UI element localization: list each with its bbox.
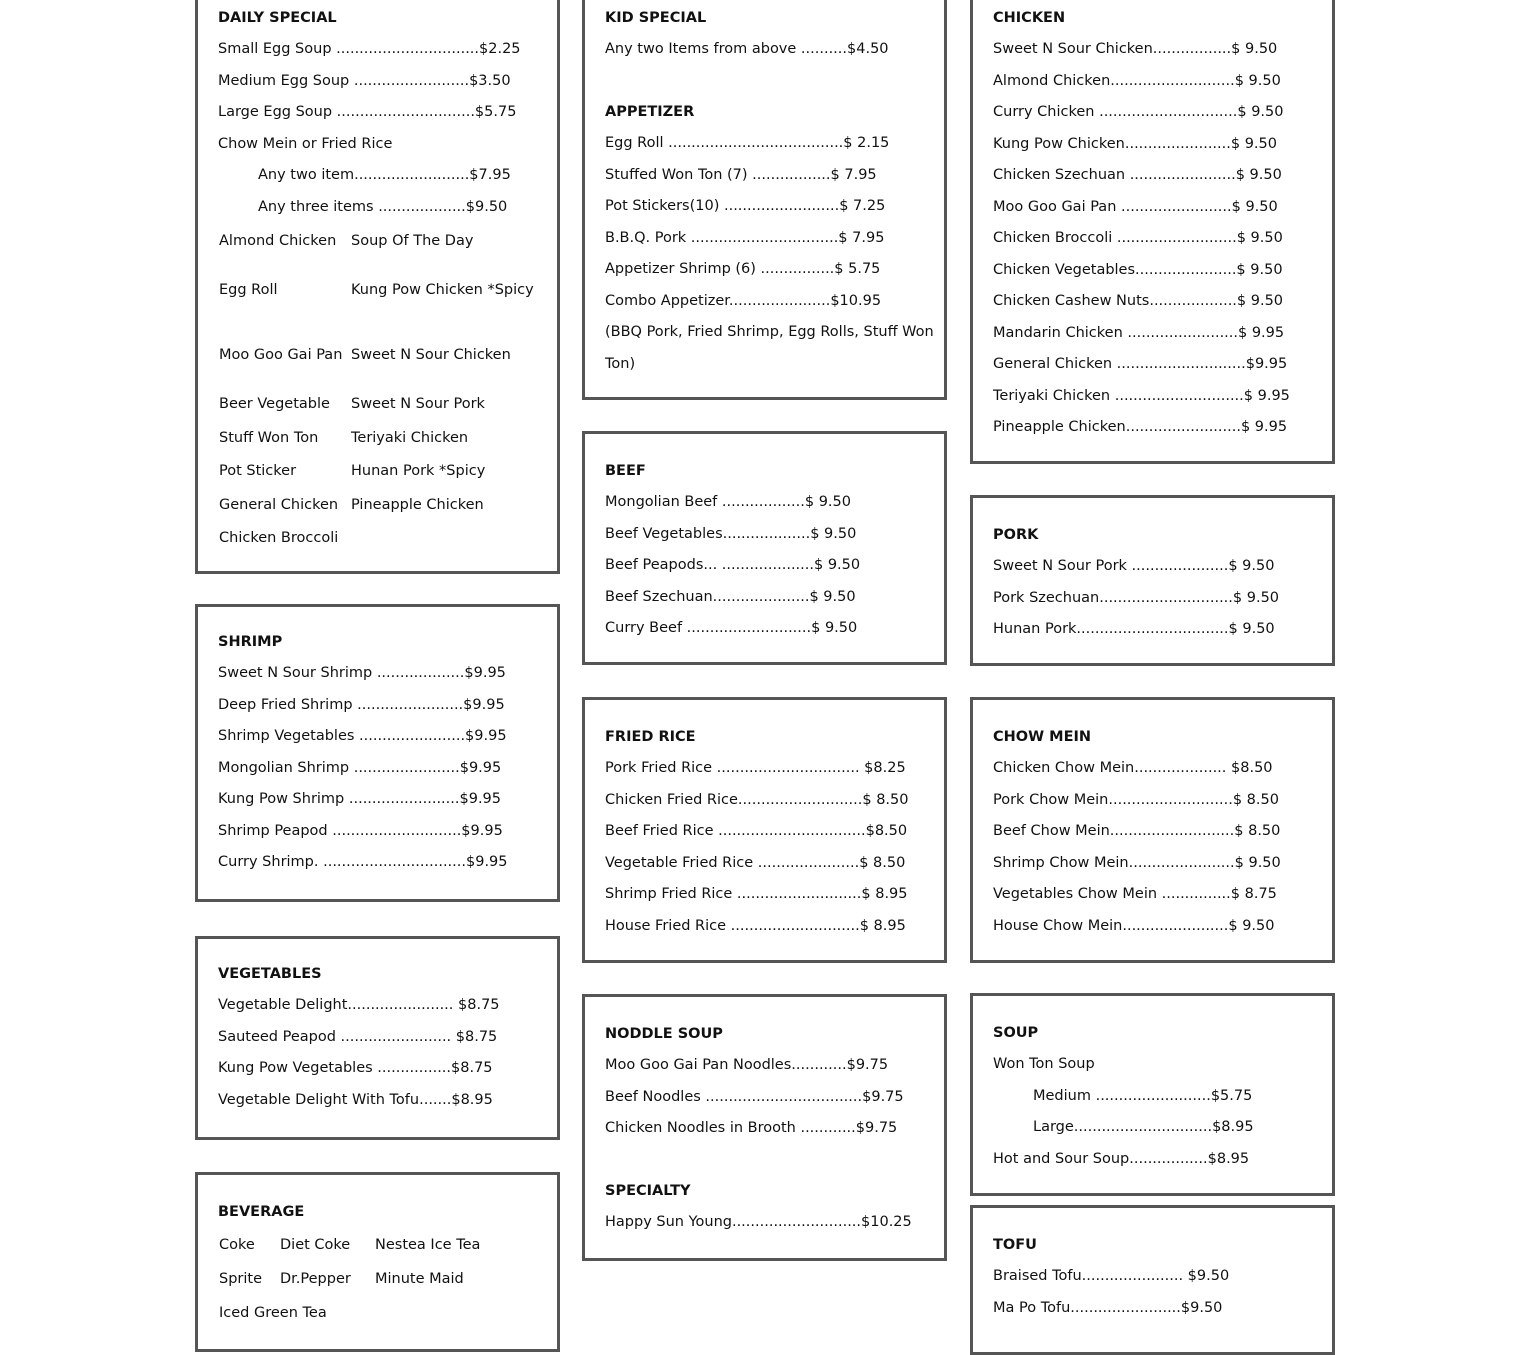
- menu-item: Vegetable Delight....................... $8.75: [218, 997, 500, 1013]
- menu-item: B.B.Q. Pork ................................$ 7.95: [605, 229, 885, 246]
- menu-item: Shrimp Fried Rice ...........................$ 8.95: [605, 886, 908, 902]
- chow-mein-section: [970, 697, 1335, 963]
- menu-item: Kung Pow Shrimp ........................$9.95: [218, 791, 501, 807]
- combo-choice: Soup Of The Day: [351, 232, 474, 249]
- menu-item: Almond Chicken...........................$ 9.50: [993, 72, 1281, 89]
- menu-item: Kung Pow Vegetables ................$8.75: [218, 1060, 493, 1076]
- size-option: Medium .........................$5.75: [1033, 1087, 1253, 1104]
- combo-choices: [218, 224, 547, 555]
- section-title: SOUP: [993, 1025, 1039, 1041]
- beverage-item: Dr.Pepper: [280, 1271, 351, 1287]
- menu-item: Shrimp Peapod ............................$9.95: [218, 822, 503, 839]
- menu-item: Kung Pow Chicken.......................$ 9.50: [993, 135, 1277, 152]
- section-title: SPECIALTY: [605, 1183, 691, 1199]
- menu-item: Combo Appetizer......................$10.95: [605, 292, 882, 309]
- combo-option: Any two item.........................$7.95: [258, 167, 511, 183]
- menu-item: Vegetable Fried Rice ......................$ 8.50: [605, 854, 906, 871]
- menu-item-note: (BBQ Pork, Fried Shrimp, Egg Rolls, Stuff Won: [605, 324, 934, 340]
- menu-item: Hunan Pork.................................$ 9.50: [993, 621, 1275, 637]
- menu-item: Mandarin Chicken ........................$ 9.95: [993, 324, 1285, 341]
- beverage-item: Iced Green Tea: [219, 1305, 327, 1321]
- menu-item: Beef Noodles ..................................$9.75: [605, 1088, 904, 1105]
- menu-item: Chicken Chow Mein.................... $8.50: [993, 760, 1273, 776]
- pork-section: [970, 495, 1335, 666]
- beverage-item: Diet Coke: [280, 1237, 351, 1253]
- menu-item: Large Egg Soup ..............................$5.75: [218, 104, 517, 120]
- menu-item: Beef Szechuan.....................$ 9.50: [605, 588, 856, 605]
- combo-choice: Beer Vegetable: [219, 396, 330, 412]
- combo-choice: Pineapple Chicken: [351, 496, 484, 513]
- spacer: [605, 66, 934, 98]
- menu-item: Egg Roll ......................................$ 2.15: [605, 135, 890, 151]
- daily-special-section: [195, 0, 560, 574]
- menu-item: Beef Fried Rice ................................$8.50: [605, 823, 908, 839]
- beverage-grid: [218, 1228, 547, 1330]
- menu-item: Moo Goo Gai Pan Noodles............$9.75: [605, 1057, 889, 1073]
- beverage-item: Coke: [219, 1237, 255, 1253]
- menu-item: Curry Chicken ..............................$ 9.50: [993, 104, 1284, 120]
- combo-choice: Chicken Broccoli: [219, 530, 339, 546]
- vegetables-section: [195, 936, 560, 1140]
- chicken-section: [970, 0, 1335, 464]
- spacer: [605, 1145, 934, 1177]
- combo-choice: Pot Sticker: [219, 463, 297, 479]
- section-title: NODDLE SOUP: [605, 1026, 723, 1042]
- section-title: CHOW MEIN: [993, 729, 1092, 745]
- section-title: BEEF: [605, 463, 646, 479]
- noodle-soup-section: [582, 994, 947, 1261]
- section-title: SHRIMP: [218, 634, 283, 650]
- section-title: FRIED RICE: [605, 729, 696, 745]
- menu-item: Beef Chow Mein...........................$ 8.50: [993, 823, 1281, 839]
- menu-item: Pot Stickers(10) .........................$ 7.25: [605, 198, 886, 214]
- menu-item: Pork Szechuan.............................$ 9.50: [993, 589, 1280, 606]
- menu-item: Chicken Fried Rice...........................$ 8.50: [605, 791, 909, 808]
- beverage-item: [279, 1296, 374, 1330]
- combo-choice: Sweet N Sour Pork: [351, 396, 485, 412]
- combo-choice: Moo Goo Gai Pan: [219, 346, 343, 363]
- menu-item: Sauteed Peapod ........................ $8.75: [218, 1028, 498, 1045]
- combo-choice: Teriyaki Chicken: [351, 429, 469, 446]
- combo-choice: [350, 522, 550, 555]
- beverage-item: Nestea Ice Tea: [375, 1237, 481, 1253]
- menu-item: Moo Goo Gai Pan ........................$ 9.50: [993, 198, 1278, 215]
- menu-item: Appetizer Shrimp (6) ................$ 5.75: [605, 261, 881, 277]
- menu-item: Mongolian Beef ..................$ 9.50: [605, 494, 851, 510]
- menu-item: Chicken Szechuan .......................$ 9.50: [993, 167, 1282, 183]
- menu-item: Happy Sun Young............................$10.25: [605, 1214, 912, 1230]
- combo-choice: General Chicken: [219, 496, 339, 513]
- menu-item: Chicken Noodles in Brooth ............$9.75: [605, 1120, 898, 1136]
- menu-item: Beef Peapods... ....................$ 9.50: [605, 557, 861, 573]
- combo-label: Chow Mein or Fried Rice: [218, 135, 393, 152]
- fried-rice-section: [582, 697, 947, 963]
- beverage-item: [374, 1296, 524, 1330]
- menu-item: Pineapple Chicken.........................$ 9.95: [993, 419, 1288, 435]
- menu-item: House Chow Mein.......................$ 9.50: [993, 917, 1275, 934]
- menu-item: Stuffed Won Ton (7) .................$ 7.95: [605, 166, 877, 183]
- menu-item: Vegetables Chow Mein ...............$ 8.75: [993, 886, 1277, 902]
- menu-item: Chicken Cashew Nuts...................$ 9.50: [993, 293, 1284, 309]
- kid-appetizer-section: [582, 0, 947, 400]
- beef-section: [582, 431, 947, 665]
- size-option: Large..............................$8.95: [1033, 1119, 1254, 1135]
- menu-item: Sweet N Sour Pork .....................$ 9.50: [993, 558, 1275, 574]
- combo-choice: Almond Chicken: [219, 232, 337, 249]
- menu-item: Braised Tofu...................... $9.50: [993, 1268, 1230, 1284]
- combo-choice: Stuff Won Ton: [219, 429, 319, 446]
- section-title: APPETIZER: [605, 104, 695, 120]
- menu-item: Small Egg Soup ...............................$2.25: [218, 41, 521, 57]
- menu-item: Deep Fried Shrimp .......................$9.95: [218, 696, 505, 713]
- menu-item: Teriyaki Chicken ............................$ 9.95: [993, 387, 1290, 404]
- combo-choice: Egg Roll: [219, 281, 278, 298]
- section-title: CHICKEN: [993, 10, 1066, 26]
- menu-item: Curry Beef ...........................$ 9.50: [605, 620, 858, 636]
- combo-choice: Hunan Pork *Spicy: [351, 463, 486, 479]
- soup-section: [970, 993, 1335, 1196]
- section-title: TOFU: [993, 1237, 1037, 1253]
- menu-item: Pork Fried Rice ............................... $8.25: [605, 760, 906, 776]
- menu-item: Mongolian Shrimp .......................$9.95: [218, 759, 502, 776]
- menu-item: Hot and Sour Soup.................$8.95: [993, 1150, 1250, 1167]
- menu-item: Shrimp Vegetables .......................$9.95: [218, 728, 507, 744]
- menu-item: Curry Shrimp. ...............................$9.95: [218, 854, 508, 870]
- menu-item: Chicken Vegetables......................$ 9.50: [993, 261, 1283, 278]
- menu-item: Vegetable Delight With Tofu.......$8.95: [218, 1091, 493, 1108]
- menu-item: Pork Chow Mein...........................$ 8.50: [993, 791, 1279, 808]
- section-title: KID SPECIAL: [605, 10, 707, 26]
- section-title: VEGETABLES: [218, 966, 322, 982]
- menu-item: Medium Egg Soup .........................$3.50: [218, 72, 511, 89]
- menu-item: General Chicken ............................$9.95: [993, 356, 1288, 372]
- beverage-section: [195, 1172, 560, 1352]
- section-title: PORK: [993, 527, 1039, 543]
- menu-item: Beef Vegetables...................$ 9.50: [605, 525, 857, 542]
- menu-item: Won Ton Soup: [993, 1056, 1095, 1072]
- menu-item: Any two Items from above ..........$4.50: [605, 41, 889, 57]
- combo-choice: Kung Pow Chicken *Spicy: [351, 281, 534, 298]
- menu-item: Sweet N Sour Chicken.................$ 9.50: [993, 41, 1278, 57]
- beverage-item: Sprite: [219, 1271, 263, 1287]
- menu-item-note: Ton): [605, 355, 636, 372]
- combo-option: Any three items ...................$9.50: [258, 198, 508, 215]
- menu-item: Shrimp Chow Mein.......................$ 9.50: [993, 854, 1281, 871]
- beverage-item: Minute Maid: [375, 1271, 464, 1287]
- menu-item: Chicken Broccoli ..........................$ 9.50: [993, 230, 1283, 246]
- shrimp-section: [195, 604, 560, 902]
- section-title: DAILY SPECIAL: [218, 10, 337, 26]
- menu-item: House Fried Rice ............................$ 8.95: [605, 917, 906, 934]
- menu-item: Sweet N Sour Shrimp ...................$9.95: [218, 665, 506, 681]
- menu-item: Ma Po Tofu........................$9.50: [993, 1299, 1223, 1316]
- combo-choice: Sweet N Sour Chicken: [351, 346, 511, 363]
- section-title: BEVERAGE: [218, 1204, 305, 1220]
